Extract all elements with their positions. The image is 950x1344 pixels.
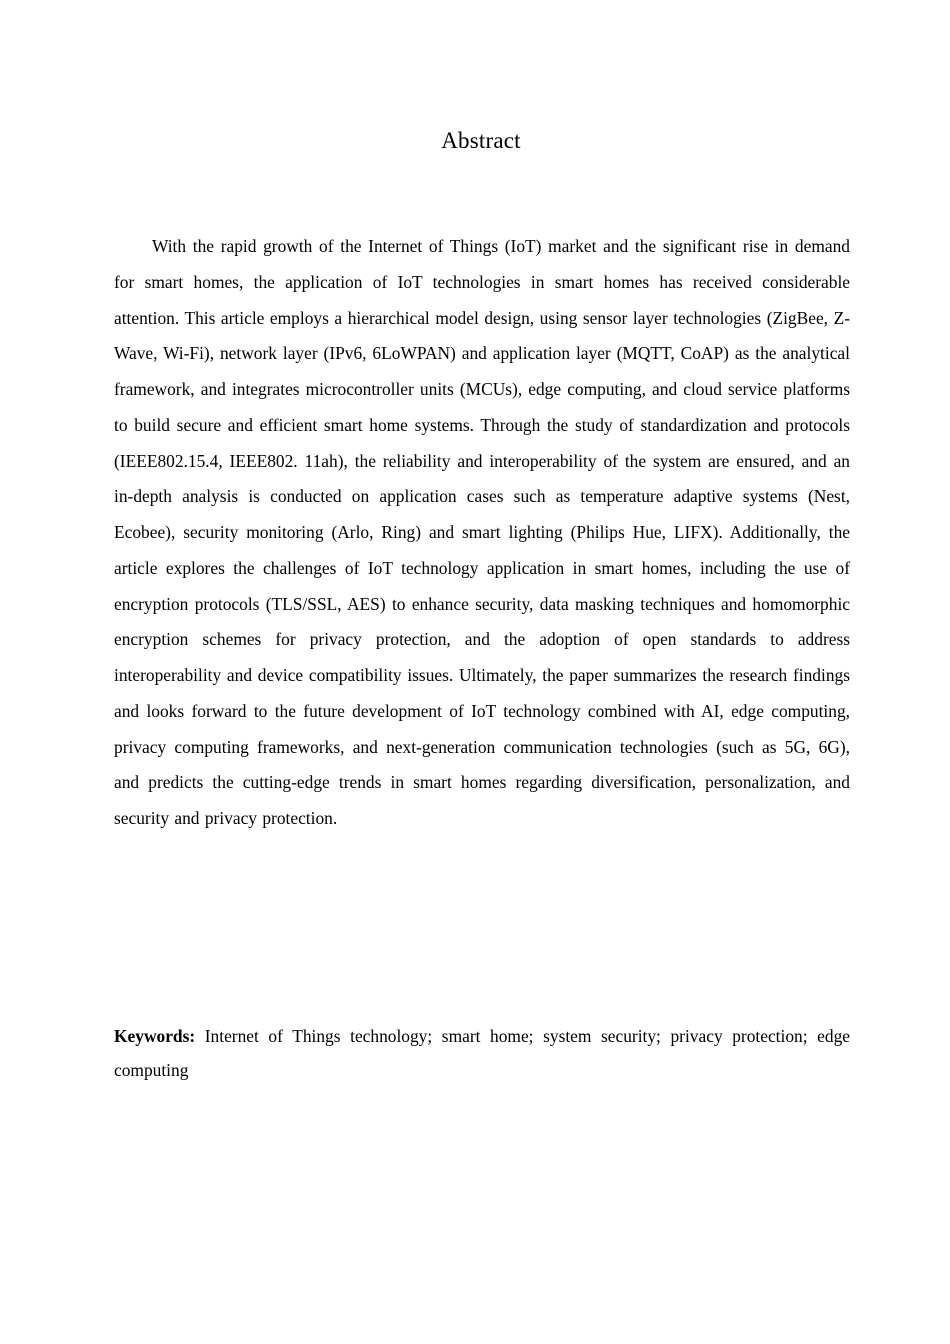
abstract-heading: Abstract bbox=[441, 128, 521, 153]
keywords-label: Keywords: bbox=[114, 1026, 196, 1046]
abstract-paragraph: With the rapid growth of the Internet of Things (IoT) market and the significant rise in demand for smart homes, the application of IoT technologies in smart homes has received considerable attention. This article employs a hierarchical model design, using sensor layer technologies (ZigBee, Z-Wave, Wi-Fi), network layer (IPv6, 6LoWPAN) and application layer (MQTT, CoAP) as the analytical framework, and integrates microcontroller units (MCUs), edge computing, and cloud service platforms to build secure and efficient smart home systems. Through the study of standardization and protocols (IEEE802.15.4, IEEE802. 11ah), the reliability and interoperability of the system are ensured, and an in-depth analysis is conducted on application cases such as temperature adaptive systems (Nest, Ecobee), security monitoring (Arlo, Ring) and smart lighting (Philips Hue, LIFX). Additionally, the article explores the challenges of IoT technology application in smart homes, including the use of encryption protocols (TLS/SSL, AES) to enhance security, data masking techniques and homomorphic encryption schemes for privacy protection, and the adoption of open standards to address interoperability and device compatibility issues. Ultimately, the paper summarizes the research findings and looks forward to the future development of IoT technology combined with AI, edge computing, privacy computing frameworks, and next-generation communication technologies (such as 5G, 6G), and predicts the cutting-edge trends in smart homes regarding diversification, personalization, and security and privacy protection. bbox=[114, 236, 850, 828]
keywords-list: Internet of Things technology; smart home; system security; privacy protection; edge computing bbox=[114, 1026, 850, 1080]
keywords-line bbox=[114, 1019, 850, 1087]
